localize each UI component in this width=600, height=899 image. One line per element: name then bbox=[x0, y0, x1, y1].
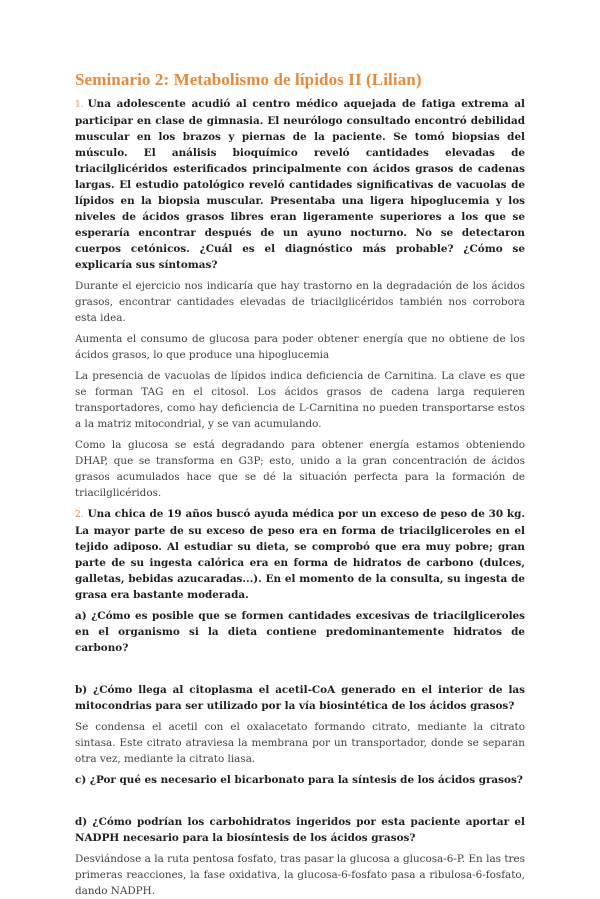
question-1 bbox=[75, 96, 525, 273]
question-2b: b) ¿Cómo llega al citoplasma el acetil-CoA generado en el interior de las mitocondrias para ser utilizado por la vía biosintética de los ácidos grasos? bbox=[75, 684, 525, 712]
answer-1-paragraph-2: Aumenta el consumo de glucosa para poder obtener energía que no obtiene de los ácidos grasos, lo que produce una hipoglucemia bbox=[75, 333, 525, 361]
answer-2d: Desviándose a la ruta pentosa fosfato, tras pasar la glucosa a glucosa-6-P. En las tres primeras reacciones, la fase oxidativa, la glucosa-6-fosfato pasa a ribulosa-6-fosfato, dando NADPH. bbox=[75, 853, 525, 897]
question-2-text: Una chica de 19 años buscó ayuda médica por un exceso de peso de 30 kg. La mayor parte de su exceso de peso era en forma de triacilgliceroles en el tejido adiposo. Al estudiar su dieta, se comprobó que era muy pobre; gran parte de su ingesta calórica era en forma de hidratos de carbono (dulces, galletas, bebidas azucaradas...). En el momento de la consulta, su ingesta de grasa era bastante moderada. bbox=[75, 508, 525, 601]
answer-2b: Se condensa el acetil con el oxalacetato formando citrato, mediante la citrato sintasa. Este citrato atraviesa la membrana por un transportador, donde se separan otra vez, mediante la citrato liasa. bbox=[75, 721, 525, 765]
question-2d: d) ¿Cómo podrían los carbohidratos ingeridos por esta paciente aportar el NADPH necesario para la biosíntesis de los ácidos grasos? bbox=[75, 816, 525, 844]
question-1-text: Una adolescente acudió al centro médico aquejada de fatiga extrema al participar en clase de gimnasia. El neurólogo consultado encontró debilidad muscular en los brazos y piernas de la paciente. Se tomó biopsias del músculo. El análisis bioquímico reveló cantidades elevadas de triacilglicéridos esterificados principalmente con ácidos grasos de cadenas largas. El estudio patológico reveló cantidades significativas de vacuolas de lípidos en la biopsia muscular. Presentaba una ligera hipoglucemia y los niveles de ácidos grasos libres eran ligeramente superiores a los que se esperaría encontrar después de un ayuno nocturno. No se detectaron cuerpos cetónicos. ¿Cuál es el diagnóstico más probable? ¿Cómo se explicaría sus síntomas? bbox=[75, 98, 525, 271]
answer-1-paragraph-3: La presencia de vacuolas de lípidos indica deficiencia de Carnitina. La clave es que se forman TAG en el citosol. Los ácidos grasos de cadena larga requieren transportadores, como hay deficiencia de L-Carnitina no pueden transportarse estos a la matriz mitocondrial, y se van acumulando. bbox=[75, 370, 525, 430]
question-1-number: 1. bbox=[75, 100, 84, 110]
document-title: Seminario 2: Metabolismo de lípidos II (Lilian) bbox=[75, 70, 422, 89]
answer-1-paragraph-4: Como la glucosa se está degradando para obtener energía estamos obteniendo DHAP, que se transforma en G3P; esto, unido a la gran concentración de ácidos grasos acumulados hace que se dé la situación perfecta para la formación de triacilglicéridos. bbox=[75, 439, 525, 499]
document-page bbox=[75, 70, 525, 899]
question-2a: a) ¿Cómo es posible que se formen cantidades excesivas de triacilgliceroles en el organismo si la dieta contiene predominantemente hidratos de carbono? bbox=[75, 610, 525, 654]
answer-1-paragraph-1: Durante el ejercicio nos indicaría que hay trastorno en la degradación de los ácidos grasos, encontrar cantidades elevadas de triacilglicéridos también nos corrobora esta idea. bbox=[75, 280, 525, 324]
question-2 bbox=[75, 506, 525, 603]
question-2-number: 2. bbox=[75, 510, 84, 520]
question-2c: c) ¿Por qué es necesario el bicarbonato para la síntesis de los ácidos grasos? bbox=[75, 774, 523, 786]
